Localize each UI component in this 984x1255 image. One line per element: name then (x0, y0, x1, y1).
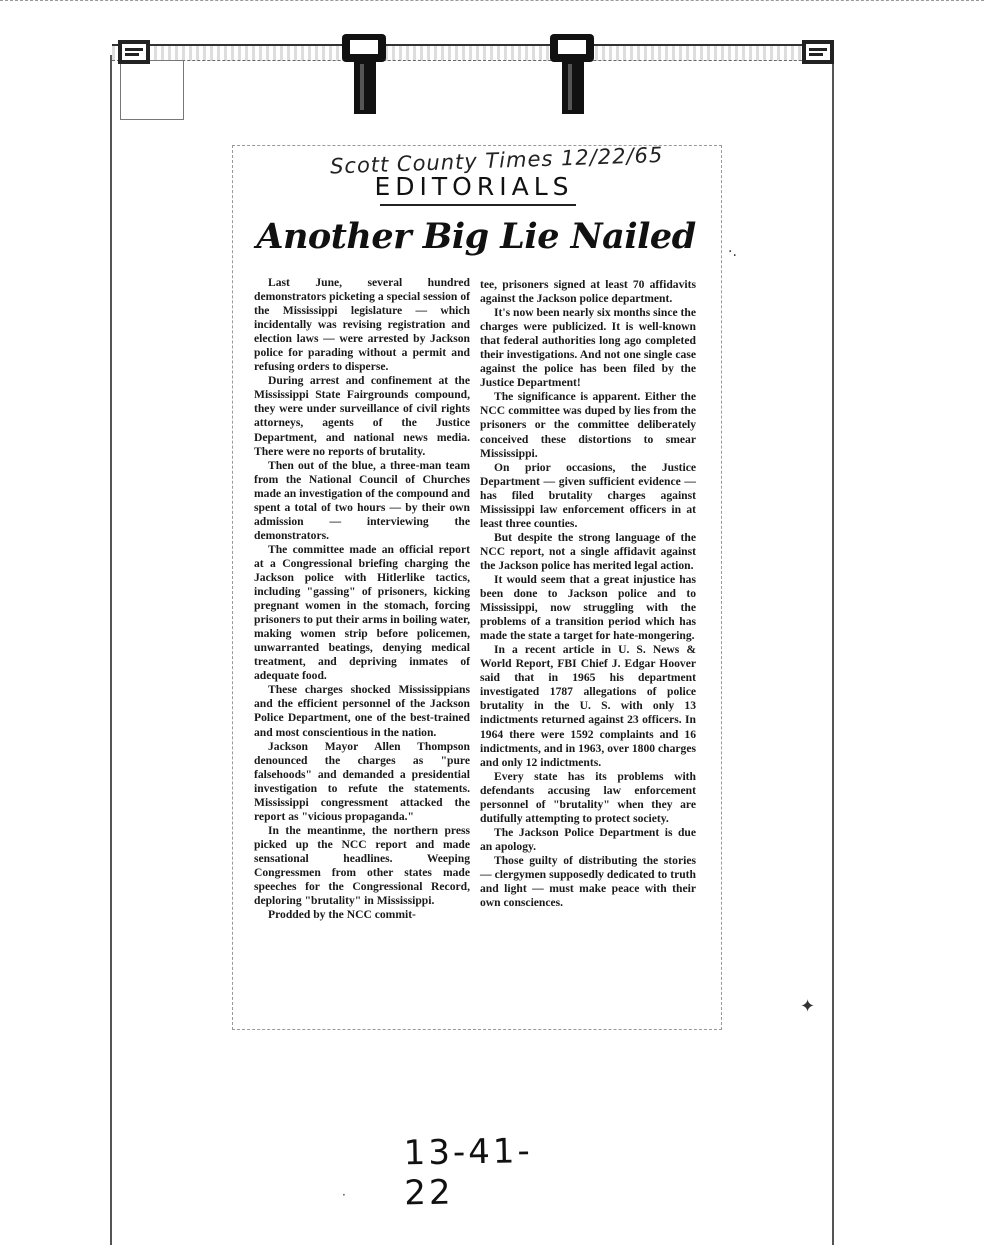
paragraph: It would seem that a great injustice has been done to Jackson police and to Mississippi, now struggling with the problems of a transition period which has made the state a target for hate-mongering. (480, 572, 696, 643)
page-frame-right (832, 55, 834, 1245)
scan-speck: ✦ (800, 996, 816, 1017)
paragraph: The committee made an official report at a Congressional briefing charging the Jackson police with Hitlerlike tactics, including "gassing" of prisoners, kicking pregnant women in the stomach, forcing prisoners to put their arms in boiling water, making women strip before policemen, unwarranted beatings, denying medical treatment, and depriving inmates of adequate food. (254, 542, 470, 683)
xerox-copy-stamp-icon (800, 34, 836, 70)
paragraph: On prior occasions, the Justice Department — given sufficient evidence — has filed brutality charges against Mississippi law enforcement officers in at least three counties. (480, 460, 696, 530)
handwritten-file-number: 13-41-22 (403, 1131, 534, 1214)
copy-holder-bar (112, 44, 832, 61)
paragraph: In a recent article in U. S. News & World Report, FBI Chief J. Edgar Hoover said that in 1965 his department investigated 1787 allegations of police brutality in the U. S. with only 13 indictments returned against 23 officers. In 1964 there were 1592 complaints and 16 indictments, and in 1963, over 1800 charges and only 12 indictments. (480, 643, 696, 769)
section-label: EDITORIALS (374, 172, 574, 201)
paragraph: Then out of the blue, a three-man team from the National Council of Churches made an investigation of the compound and spent a total of two hours — by their own admission — interviewing the demonstrators. (254, 458, 470, 542)
scan-edge (0, 0, 984, 7)
paragraph: Jackson Mayor Allen Thompson denounced the charges as "pure falsehoods" and demanded a presidential investigation to refute the statements. Mississippi congressment attacked the report as "vicious propaganda." (254, 739, 470, 823)
binder-clamp-icon (548, 30, 596, 118)
paragraph: Every state has its problems with defendants accusing law enforcement personnel of "brutality" when they are dutifully attempting to protect society. (480, 769, 696, 825)
scan-speck: · (342, 1188, 346, 1202)
paragraph: These charges shocked Mississippians and the efficient personnel of the Jackson Police Department, one of the best-trained and most conscientious in the nation. (254, 683, 470, 739)
xerox-copy-stamp-icon (116, 34, 152, 70)
paragraph: Last June, several hundred demonstrators picketing a special session of the Mississippi legislature — which incidentally was revising registration and election laws — were arrested by Jackson police for parading without a permit and refusing orders to disperse. (254, 276, 470, 374)
paragraph: The Jackson Police Department is due an apology. (480, 825, 696, 853)
binder-clamp-icon (340, 30, 388, 118)
article-column-right (480, 278, 696, 910)
section-rule (380, 204, 576, 206)
paragraph: tee, prisoners signed at least 70 affidavits against the Jackson police department. (480, 278, 696, 306)
article-column-left (254, 276, 470, 922)
paragraph: Those guilty of distributing the stories — clergymen supposedly dedicated to truth and light — must make peace with their own consciences. (480, 853, 696, 910)
paragraph: During arrest and confinement at the Mississippi State Fairgrounds compound, they were under surveillance of civil rights attorneys, agents of the Justice Department, and national news media. There were no reports of brutality. (254, 374, 470, 458)
headline: Another Big Lie Nailed (256, 216, 696, 257)
paragraph: In the meantinme, the northern press picked up the NCC report and made sensational headlines. Weeping Congressmen from other states made speeches for the Congressional Record, deploring "brutality" in Mississippi. (254, 823, 470, 908)
page-frame-left (110, 55, 112, 1245)
handwritten-source-note: Scott County Times 12/22/65 (329, 142, 664, 179)
paragraph: The significance is apparent. Either the NCC committee was duped by lies from the prisoners or the committee deliberately conceived these distortions to smear Mississippi. (480, 390, 696, 460)
scan-speck: ·. (728, 244, 737, 260)
paragraph: It's now been nearly six months since the charges were publicized. It is well-known that federal authorities long ago completed their investigations. And not one single case against the police has been filed by the Justice Department! (480, 306, 696, 390)
paragraph: Prodded by the NCC commit- (268, 908, 416, 922)
paragraph: But despite the strong language of the NCC report, not a single affidavit against the Jackson police has merited legal action. (480, 530, 696, 572)
